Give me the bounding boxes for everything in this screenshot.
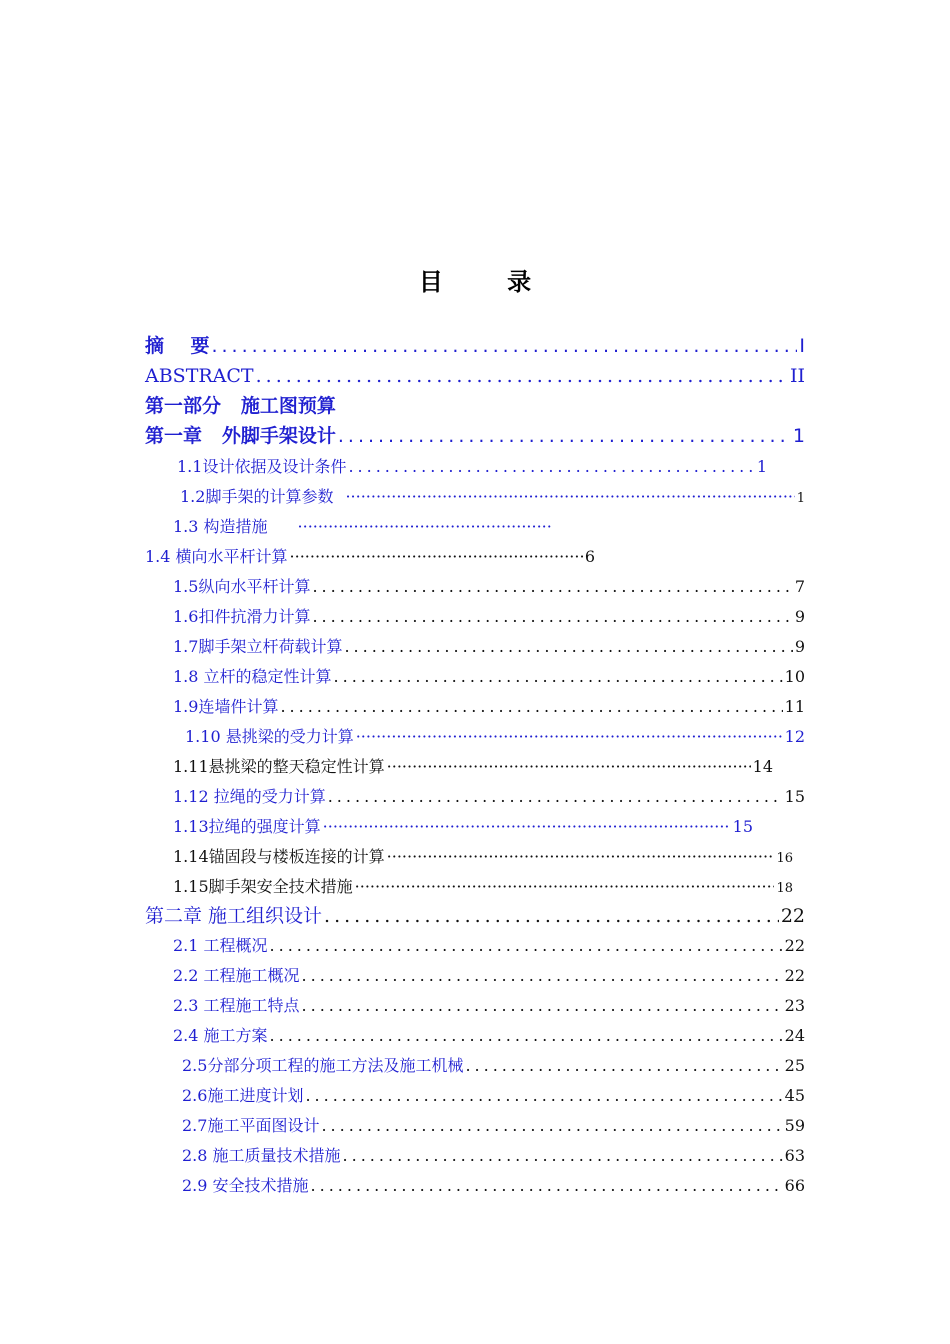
toc-leader [305, 1083, 782, 1109]
toc-entry-label: 1.2脚手架的计算参数 [180, 487, 334, 506]
toc-entry[interactable] [173, 844, 793, 870]
toc-entry-page: 15 [732, 817, 753, 836]
toc-entry[interactable] [173, 993, 805, 1019]
toc-leader [345, 484, 794, 510]
toc-entry-label: 2.1 工程概况 [173, 936, 268, 955]
toc-entry[interactable] [173, 664, 805, 690]
toc-entry[interactable] [145, 423, 805, 449]
toc-entry[interactable] [145, 544, 595, 570]
toc-entry[interactable] [185, 724, 805, 750]
toc-entry-page: 22 [784, 936, 805, 955]
toc-entry[interactable] [182, 1113, 805, 1139]
toc-entry-label: 1.7脚手架立杆荷载计算 [173, 637, 343, 656]
toc-leader [324, 903, 779, 929]
toc-entry-label: 1.9连墙件计算 [173, 697, 279, 716]
toc-entry-label: 2.9 安全技术措施 [182, 1176, 309, 1195]
toc-leader [302, 993, 783, 1019]
toc-entry[interactable] [173, 784, 805, 810]
toc-entry-label: 1.8 立杆的稳定性计算 [173, 667, 332, 686]
toc-entry-label: 1.1设计依据及设计条件 [177, 457, 347, 476]
toc-leader [356, 724, 783, 750]
toc-entry[interactable] [173, 874, 793, 900]
toc-entry-page: 45 [784, 1086, 805, 1105]
toc-leader [298, 514, 553, 540]
toc-leader [312, 574, 792, 600]
toc-entry-label: 2.6施工进度计划 [182, 1086, 304, 1105]
toc-entry[interactable] [173, 514, 555, 540]
toc-leader [328, 784, 783, 810]
toc-entry-page: 7 [794, 577, 805, 596]
toc-entry-page: 22 [780, 905, 805, 927]
toc-leader [270, 933, 783, 959]
toc-entry-label: 1.14锚固段与楼板连接的计算 [173, 847, 385, 866]
toc-entry-label: 1.3 构造措施 [173, 517, 268, 536]
toc-entry[interactable] [145, 903, 805, 929]
toc-entry-label: 2.3 工程施工特点 [173, 996, 300, 1015]
toc-leader [290, 544, 583, 570]
toc-entry-page: 1 [756, 457, 767, 476]
toc-entry-page: 10 [784, 667, 805, 686]
toc-entry-label: 2.5分部分项工程的施工方法及施工机械 [182, 1056, 464, 1075]
toc-entry-page: 22 [784, 966, 805, 985]
toc-entry-label: 第二章 施工组织设计 [145, 905, 323, 927]
toc-leader [302, 963, 783, 989]
toc-entry-label: 1.15脚手架安全技术措施 [173, 877, 353, 896]
toc-entry-label: 1.10 悬挑梁的受力计算 [185, 727, 354, 746]
toc-leader [334, 664, 783, 690]
toc-entry-page: 14 [752, 757, 773, 776]
toc-entry-page: 18 [776, 881, 793, 896]
toc-leader [387, 754, 751, 780]
toc-entry[interactable] [173, 604, 805, 630]
toc-entry-label: 第一部分 施工图预算 [145, 395, 336, 417]
toc-entry[interactable] [173, 574, 805, 600]
toc-entry[interactable] [173, 963, 805, 989]
toc-entry-page: II [789, 365, 805, 387]
toc-entry-label: 1.4 横向水平杆计算 [145, 547, 288, 566]
toc-leader [387, 844, 775, 870]
toc-entry-page: 16 [776, 851, 793, 866]
toc-entry[interactable] [173, 1023, 805, 1049]
toc-entry[interactable] [182, 1053, 805, 1079]
toc-leader [348, 454, 754, 480]
toc-entry-page: 24 [784, 1026, 805, 1045]
toc-leader [355, 874, 775, 900]
toc-leader [323, 814, 731, 840]
toc-entry[interactable] [145, 393, 805, 419]
toc-entry-label: 1.11悬挑梁的整天稳定性计算 [173, 757, 385, 776]
toc-entry-label: 摘 要 [145, 335, 210, 357]
toc-entry-page: 1 [796, 491, 805, 506]
toc-entry-page: 23 [784, 996, 805, 1015]
toc-entry-page: 1 [792, 425, 805, 447]
toc-leader [211, 333, 797, 359]
toc-leader [280, 694, 782, 720]
toc-entry[interactable] [182, 1173, 805, 1199]
toc-entry-label: 2.7施工平面图设计 [182, 1116, 320, 1135]
toc-entry-page: 59 [784, 1116, 805, 1135]
toc-entry[interactable] [173, 754, 773, 780]
toc-entry-label: 1.5纵向水平杆计算 [173, 577, 311, 596]
toc-entry[interactable] [173, 933, 805, 959]
toc-entry-page: 15 [784, 787, 805, 806]
toc-leader [312, 604, 792, 630]
toc-entry-page: 66 [784, 1176, 805, 1195]
toc-entry[interactable] [173, 814, 753, 840]
toc-entry[interactable] [182, 1083, 805, 1109]
toc-leader [256, 363, 788, 389]
toc-leader [343, 1143, 783, 1169]
toc-entry[interactable] [180, 484, 805, 510]
toc-entry-label: 1.12 拉绳的受力计算 [173, 787, 326, 806]
toc-entry-page: 9 [794, 607, 805, 626]
toc-entry-label: ABSTRACT [145, 365, 254, 387]
toc-entry-page: 11 [784, 697, 805, 716]
toc-leader [344, 634, 792, 660]
toc-entry-page: I [799, 335, 805, 357]
toc-entry[interactable] [177, 454, 767, 480]
toc-entry-label: 1.13拉绳的强度计算 [173, 817, 321, 836]
toc-entry-label: 2.8 施工质量技术措施 [182, 1146, 341, 1165]
toc-entry[interactable] [145, 333, 805, 359]
toc-entry[interactable] [182, 1143, 805, 1169]
toc-entry-page: 63 [784, 1146, 805, 1165]
toc-entry[interactable] [145, 363, 805, 389]
toc-entry-page: 12 [784, 727, 805, 746]
toc-entry[interactable] [173, 694, 805, 720]
toc-title: 目 录 [418, 268, 560, 296]
toc-entry-label: 1.6扣件抗滑力计算 [173, 607, 311, 626]
toc-entry-page: 9 [794, 637, 805, 656]
toc-entry-label: 2.2 工程施工概况 [173, 966, 300, 985]
toc-leader [465, 1053, 782, 1079]
toc-entry-label: 第一章 外脚手架设计 [145, 425, 336, 447]
toc-entry-page: 6 [584, 547, 595, 566]
toc-entry-page: 25 [784, 1056, 805, 1075]
toc-entry-label: 2.4 施工方案 [173, 1026, 268, 1045]
toc-leader [338, 423, 791, 449]
toc-entry[interactable] [173, 634, 805, 660]
toc-leader [321, 1113, 782, 1139]
toc-leader [270, 1023, 783, 1049]
toc-leader [311, 1173, 783, 1199]
